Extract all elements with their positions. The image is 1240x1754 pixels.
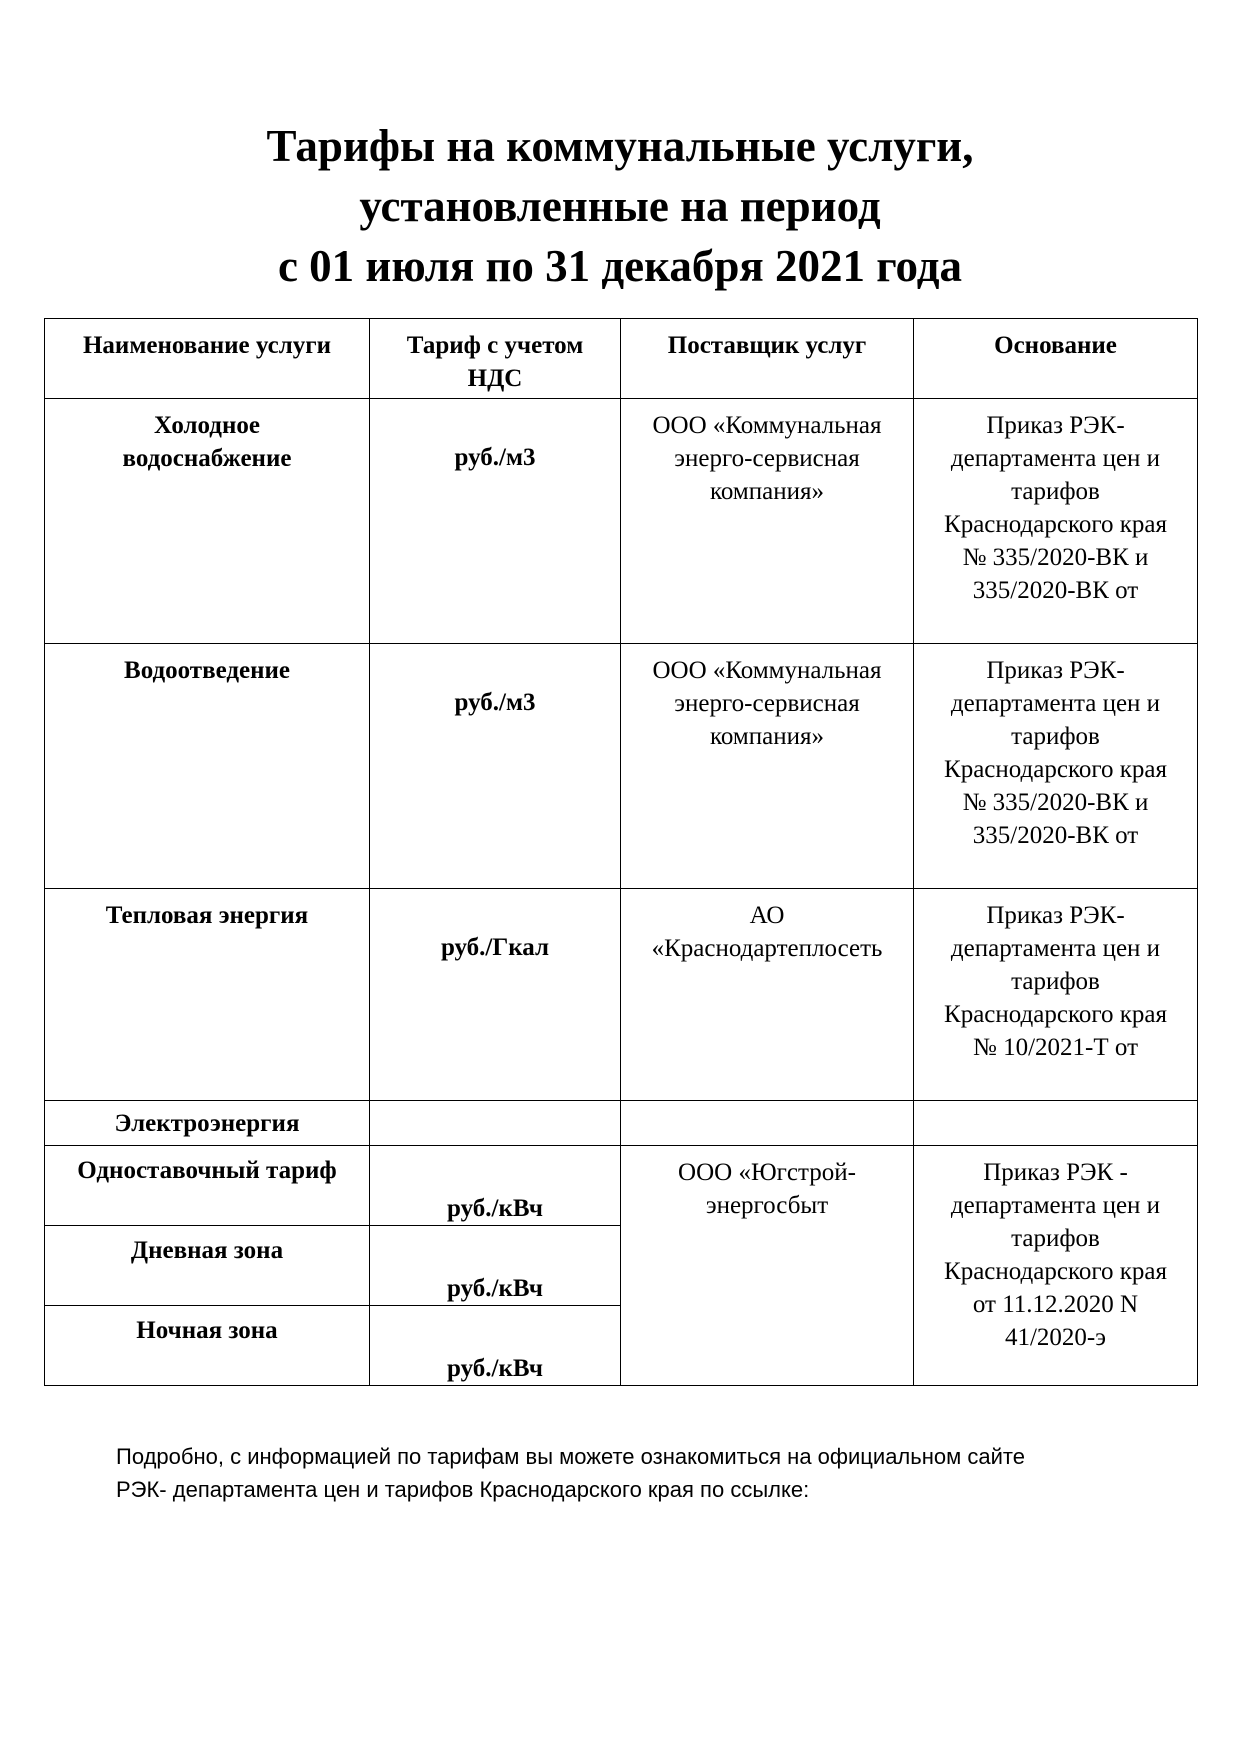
empty-cell	[914, 1101, 1198, 1146]
footer-note: Подробно, с информацией по тарифам вы можете ознакомиться на официальном сайте РЭК- департамента цен и тарифов Краснодарского края по ссылке:	[116, 1444, 1025, 1502]
header-tariff: Тариф с учетом НДС	[370, 319, 621, 399]
table-header-row	[45, 319, 1198, 399]
basis-cell: Приказ РЭК - департамента цен и тарифов Краснодарского края от 11.12.2020 N 41/2020-э	[914, 1146, 1198, 1386]
tariff-table	[44, 318, 1198, 1386]
empty-cell	[621, 1101, 914, 1146]
tariff-unit-cell: руб./м3	[370, 644, 621, 889]
supplier-cell: ООО «Коммунальная энерго-сервисная компания»	[621, 399, 914, 644]
electricity-label: Электроэнергия	[45, 1101, 370, 1146]
header-basis: Основание	[914, 319, 1198, 399]
zone-name-cell: Дневная зона	[45, 1226, 370, 1306]
basis-cell: Приказ РЭК- департамента цен и тарифов Краснодарского края № 335/2020-ВК и 335/2020-ВК от	[914, 399, 1198, 644]
tariff-unit-cell: руб./кВч	[370, 1306, 621, 1386]
table-row	[45, 889, 1198, 1101]
tariff-unit-cell: руб./Гкал	[370, 889, 621, 1101]
supplier-cell: ООО «Коммунальная энерго-сервисная компания»	[621, 644, 914, 889]
header-service: Наименование услуги	[45, 319, 370, 399]
header-supplier: Поставщик услуг	[621, 319, 914, 399]
table-row	[45, 644, 1198, 889]
supplier-cell: АО «Краснодартеплосеть	[621, 889, 914, 1101]
supplier-cell: ООО «Югстрой- энергосбыт	[621, 1146, 914, 1386]
service-cell: Водоотведение	[45, 644, 370, 889]
zone-name-cell: Одноставочный тариф	[45, 1146, 370, 1226]
tariff-unit-cell: руб./кВч	[370, 1146, 621, 1226]
table-row	[45, 1146, 1198, 1226]
basis-cell: Приказ РЭК- департамента цен и тарифов Краснодарского края № 335/2020-ВК и 335/2020-ВК от	[914, 644, 1198, 889]
service-cell: Тепловая энергия	[45, 889, 370, 1101]
service-cell: Холодное водоснабжение	[45, 399, 370, 644]
tariff-unit-cell: руб./м3	[370, 399, 621, 644]
empty-cell	[370, 1101, 621, 1146]
title-line-3: с 01 июля по 31 декабря 2021 года	[277, 241, 963, 291]
title-line-1: Тарифы на коммунальные услуги,	[266, 121, 974, 171]
table-row-electricity	[45, 1101, 1198, 1146]
table-row	[45, 399, 1198, 644]
basis-cell: Приказ РЭК- департамента цен и тарифов Краснодарского края № 10/2021-Т от	[914, 889, 1198, 1101]
tariff-unit-cell: руб./кВч	[370, 1226, 621, 1306]
title-line-2: установленные на период	[359, 181, 881, 231]
zone-name-cell: Ночная зона	[45, 1306, 370, 1386]
page-title	[0, 116, 1240, 296]
